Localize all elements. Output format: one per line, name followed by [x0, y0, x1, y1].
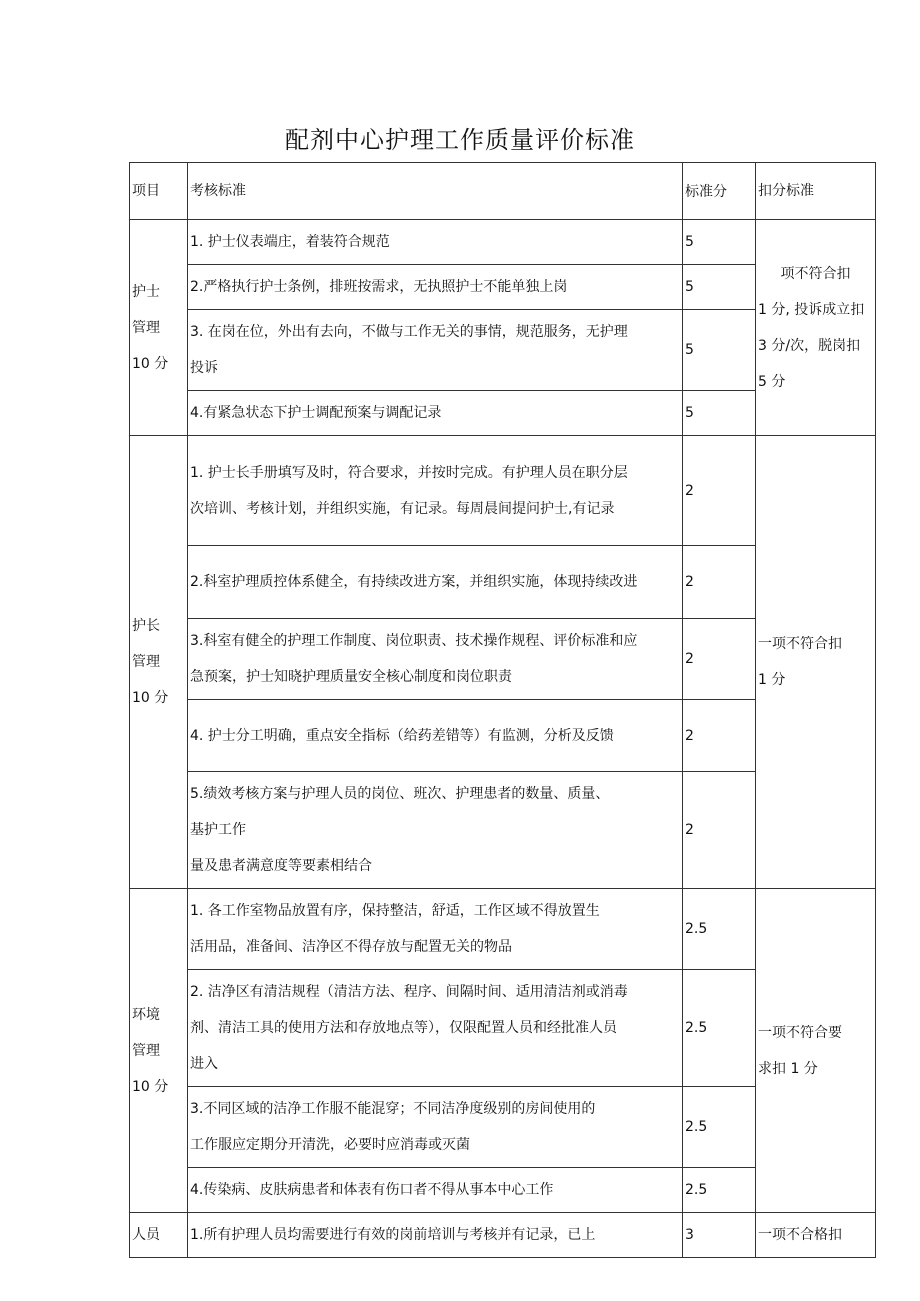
category-line: 护长	[132, 618, 160, 634]
criteria-cell	[188, 619, 683, 700]
criteria-cell	[188, 265, 683, 310]
table-row	[130, 436, 876, 546]
criteria-line: 剂、清洁工具的使用方法和存放地点等），仅限配置人员和经批准人员	[190, 1020, 617, 1036]
criteria-line: 2.科室护理质控体系健全，有持续改进方案，并组织实施，体现持续改进	[190, 574, 638, 590]
deduction-cell	[756, 436, 876, 889]
category-line: 10 分	[132, 355, 169, 372]
score-cell: 5	[683, 220, 756, 265]
deduction-line: 5 分	[758, 373, 786, 390]
category-line: 管理	[132, 654, 160, 670]
criteria-cell	[188, 970, 683, 1087]
criteria-cell	[188, 700, 683, 772]
criteria-cell	[188, 1213, 683, 1258]
criteria-cell	[188, 1087, 683, 1168]
criteria-line: 1. 护士仪表端庄，着装符合规范	[190, 234, 390, 250]
header-criteria: 考核标准	[188, 163, 683, 220]
score-cell: 5	[683, 391, 756, 436]
criteria-line: 3. 在岗在位，外出有去向，不做与工作无关的事情，规范服务，无护理	[190, 324, 628, 340]
category-cell	[130, 889, 188, 1213]
category-line: 10 分	[132, 1078, 169, 1095]
criteria-line: 4. 护士分工明确，重点安全指标（给药差错等）有监测，分析及反馈	[190, 727, 614, 744]
score-cell: 2	[683, 619, 756, 700]
score-cell: 3	[683, 1213, 756, 1258]
criteria-cell	[188, 546, 683, 619]
deduction-line: 一项不符合扣	[758, 636, 842, 652]
table-row	[130, 1213, 876, 1258]
score-cell: 5	[683, 310, 756, 391]
criteria-line: 4.有紧急状态下护士调配预案与调配记录	[190, 405, 442, 421]
criteria-cell	[188, 310, 683, 391]
header-item: 项目	[130, 163, 188, 220]
criteria-cell	[188, 1168, 683, 1213]
deduction-line: 项不符合扣	[780, 265, 851, 282]
score-cell: 2.5	[683, 1087, 756, 1168]
table-header-row	[130, 163, 876, 220]
header-score: 标准分	[683, 163, 756, 220]
criteria-line: 3.不同区域的洁净工作服不能混穿；不同洁净度级别的房间使用的	[190, 1101, 596, 1117]
score-cell: 2	[683, 772, 756, 889]
score-cell: 2.5	[683, 1168, 756, 1213]
criteria-line: 2.严格执行护士条例，排班按需求，无执照护士不能单独上岗	[190, 279, 568, 295]
criteria-line: 活用品，准备间、洁净区不得存放与配置无关的物品	[190, 939, 512, 955]
document-title: 配剂中心护理工作质量评价标准	[285, 126, 635, 154]
category-line: 管理	[132, 1042, 160, 1059]
deduction-line: 一项不合格扣	[758, 1227, 842, 1243]
table-row	[130, 220, 876, 265]
category-line: 管理	[132, 319, 160, 336]
criteria-cell	[188, 889, 683, 970]
criteria-line: 投诉	[190, 360, 218, 376]
criteria-line: 1. 护士长手册填写及时，符合要求，并按时完成。有护理人员在职分层	[190, 464, 628, 481]
category-line: 10 分	[132, 690, 169, 706]
criteria-cell	[188, 772, 683, 889]
deduction-line: 求扣 1 分	[758, 1060, 818, 1077]
criteria-cell	[188, 220, 683, 265]
header-deduction: 扣分标准	[756, 163, 876, 220]
deduction-line: 1 分, 投诉成立扣	[758, 301, 865, 318]
criteria-line: 急预案，护士知晓护理质量安全核心制度和岗位职责	[190, 669, 512, 685]
score-cell: 2	[683, 546, 756, 619]
deduction-cell	[756, 1213, 876, 1258]
score-cell: 5	[683, 265, 756, 310]
criteria-cell	[188, 391, 683, 436]
criteria-line: 4.传染病、皮肤病患者和体表有伤口者不得从事本中心工作	[190, 1182, 554, 1198]
category-line: 护士	[132, 283, 160, 300]
score-cell: 2	[683, 700, 756, 772]
evaluation-table	[129, 162, 876, 1258]
deduction-cell	[756, 220, 876, 436]
category-cell	[130, 436, 188, 889]
score-cell: 2.5	[683, 889, 756, 970]
criteria-line: 5.绩效考核方案与护理人员的岗位、班次、护理患者的数量、质量、	[190, 786, 610, 802]
deduction-line: 1 分	[758, 672, 786, 688]
score-cell: 2.5	[683, 970, 756, 1087]
category-line: 人员	[132, 1227, 160, 1243]
criteria-line: 基护工作	[190, 822, 246, 838]
score-cell: 2	[683, 436, 756, 546]
criteria-line: 量及患者满意度等要素相结合	[190, 858, 372, 874]
category-cell	[130, 1213, 188, 1258]
criteria-line: 1. 各工作室物品放置有序，保持整洁，舒适，工作区域不得放置生	[190, 903, 600, 919]
criteria-cell	[188, 436, 683, 546]
deduction-cell	[756, 889, 876, 1213]
criteria-line: 工作服应定期分开清洗，必要时应消毒或灭菌	[190, 1137, 470, 1153]
table-row	[130, 889, 876, 970]
deduction-line: 3 分/次，脱岗扣	[758, 337, 861, 354]
criteria-line: 3.科室有健全的护理工作制度、岗位职责、技术操作规程、评价标准和应	[190, 633, 638, 649]
category-line: 环境	[132, 1006, 160, 1023]
criteria-line: 进入	[190, 1056, 218, 1072]
criteria-line: 1.所有护理人员均需要进行有效的岗前培训与考核并有记录，已上	[190, 1227, 596, 1243]
criteria-line: 次培训、考核计划，并组织实施，有记录。每周晨间提问护士,有记录	[190, 500, 615, 517]
deduction-line: 一项不符合要	[758, 1024, 842, 1041]
category-cell	[130, 220, 188, 436]
criteria-line: 2. 洁净区有清洁规程（清洁方法、程序、间隔时间、适用清洁剂或消毒	[190, 984, 628, 1000]
